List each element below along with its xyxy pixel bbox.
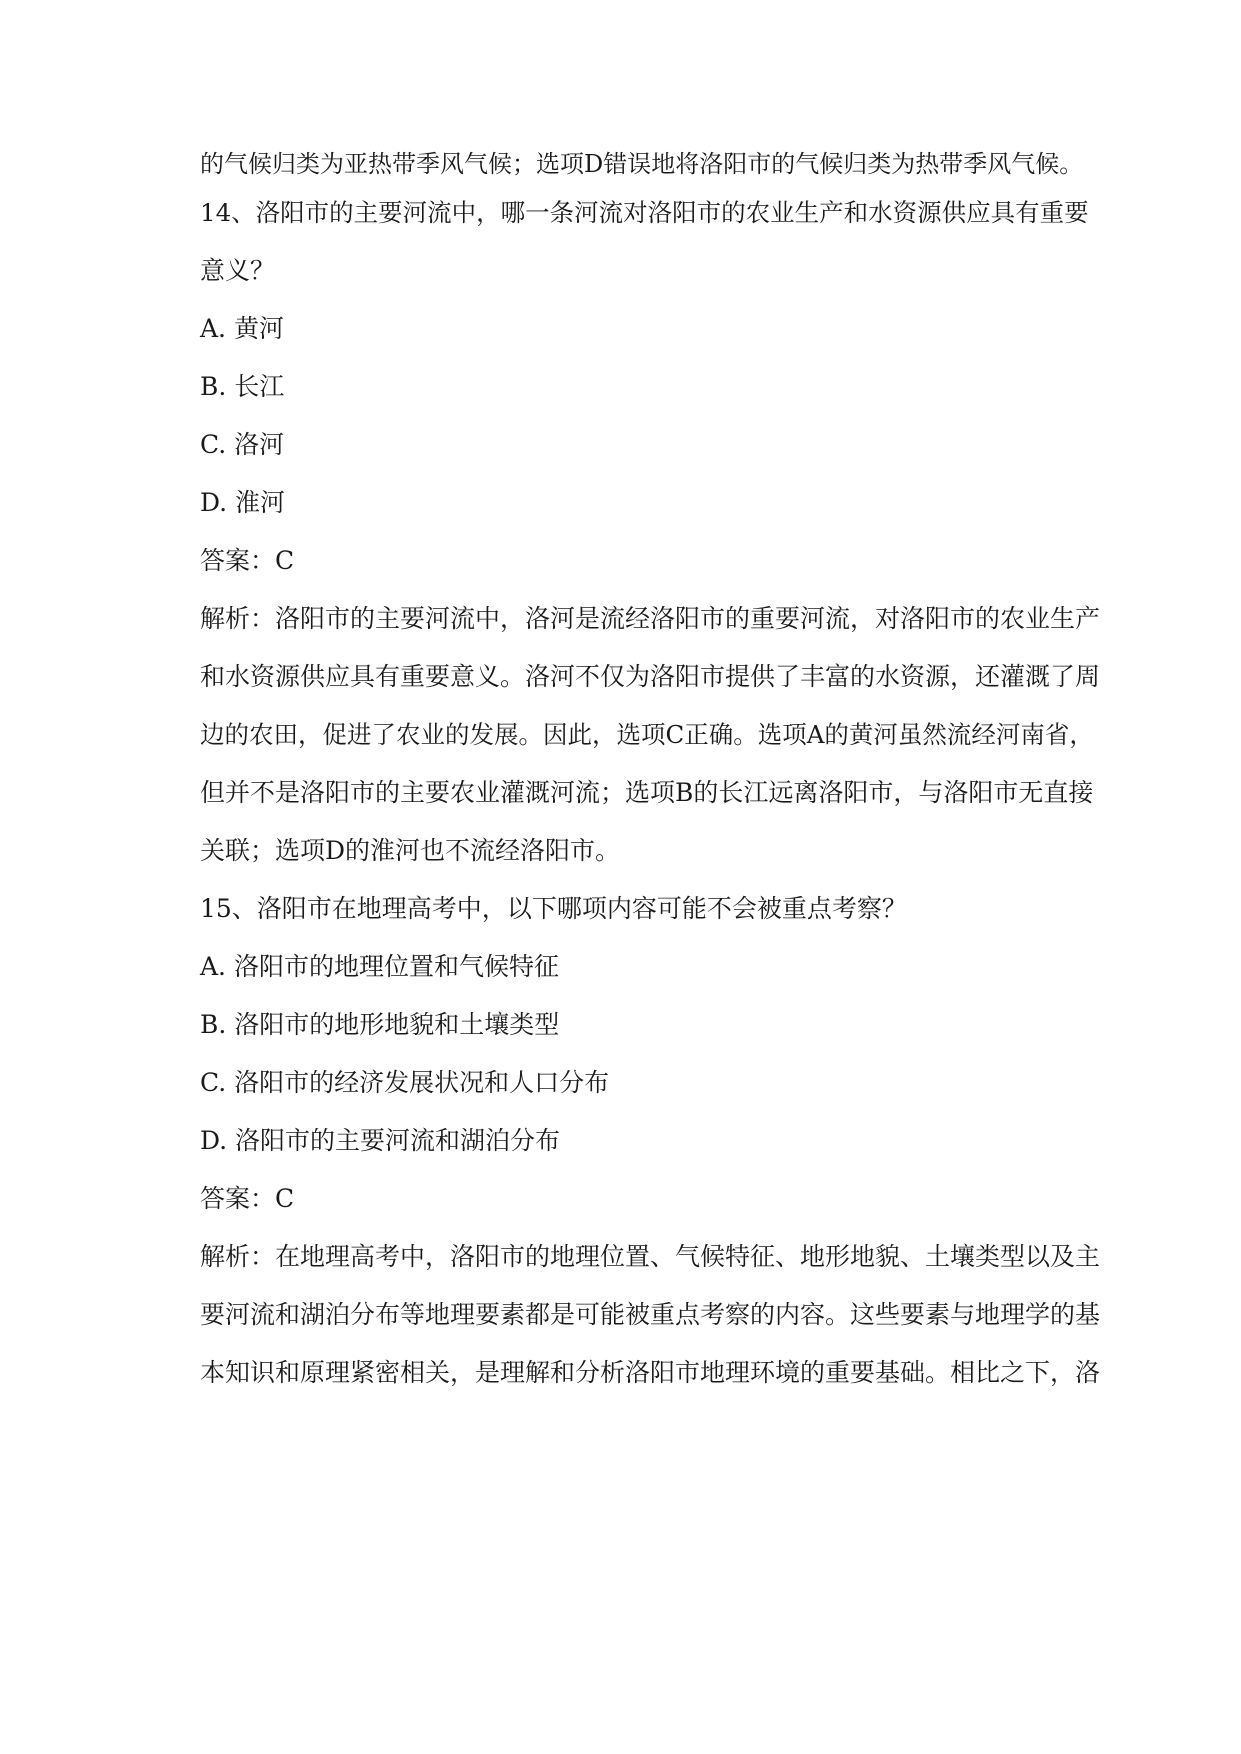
question-15-option-b: B. 洛阳市的地形地貌和土壤类型 (200, 1010, 560, 1039)
question-14-answer: 答案：C (200, 546, 295, 575)
question-14-explanation-5: 关联；选项D的淮河也不流经洛阳市。 (200, 836, 621, 865)
question-14-explanation-1: 解析：洛阳市的主要河流中，洛河是流经洛阳市的重要河流，对洛阳市的农业生产 (200, 604, 1101, 633)
question-15-option-d: D. 洛阳市的主要河流和湖泊分布 (200, 1126, 561, 1155)
question-14-text-cont: 意义？ (200, 256, 276, 285)
text-line-q13-explanation-end: 的气候归类为亚热带季风气候；选项D错误地将洛阳市的气候归类为热带季风气候。 (200, 150, 1084, 178)
question-15-text: 15、洛阳市在地理高考中，以下哪项内容可能不会被重点考察？ (200, 894, 907, 923)
question-14-option-c: C. 洛河 (200, 430, 285, 459)
question-14-explanation-2: 和水资源供应具有重要意义。洛河不仅为洛阳市提供了丰富的水资源，还灌溉了周 (200, 662, 1101, 691)
question-15-option-a: A. 洛阳市的地理位置和气候特征 (200, 952, 559, 981)
question-14-option-b: B. 长江 (200, 372, 285, 401)
question-15-explanation-1: 解析：在地理高考中，洛阳市的地理位置、气候特征、地形地貌、土壤类型以及主 (200, 1242, 1101, 1271)
question-14-text: 14、洛阳市的主要河流中，哪一条河流对洛阳市的农业生产和水资源供应具有重要 (200, 198, 1089, 227)
question-14-explanation-3: 边的农田，促进了农业的发展。因此，选项C正确。选项A的黄河虽然流经河南省， (200, 720, 1094, 749)
question-15-explanation-2: 要河流和湖泊分布等地理要素都是可能被重点考察的内容。这些要素与地理学的基 (200, 1300, 1101, 1329)
question-15-explanation-3: 本知识和原理紧密相关，是理解和分析洛阳市地理环境的重要基础。相比之下，洛 (200, 1358, 1101, 1387)
question-15-answer: 答案：C (200, 1184, 295, 1213)
question-15-option-c: C. 洛阳市的经济发展状况和人口分布 (200, 1068, 610, 1097)
question-14-option-d: D. 淮河 (200, 488, 286, 517)
question-14-option-a: A. 黄河 (200, 314, 284, 343)
question-14-explanation-4: 但并不是洛阳市的主要农业灌溉河流；选项B的长江远离洛阳市，与洛阳市无直接 (200, 778, 1094, 807)
